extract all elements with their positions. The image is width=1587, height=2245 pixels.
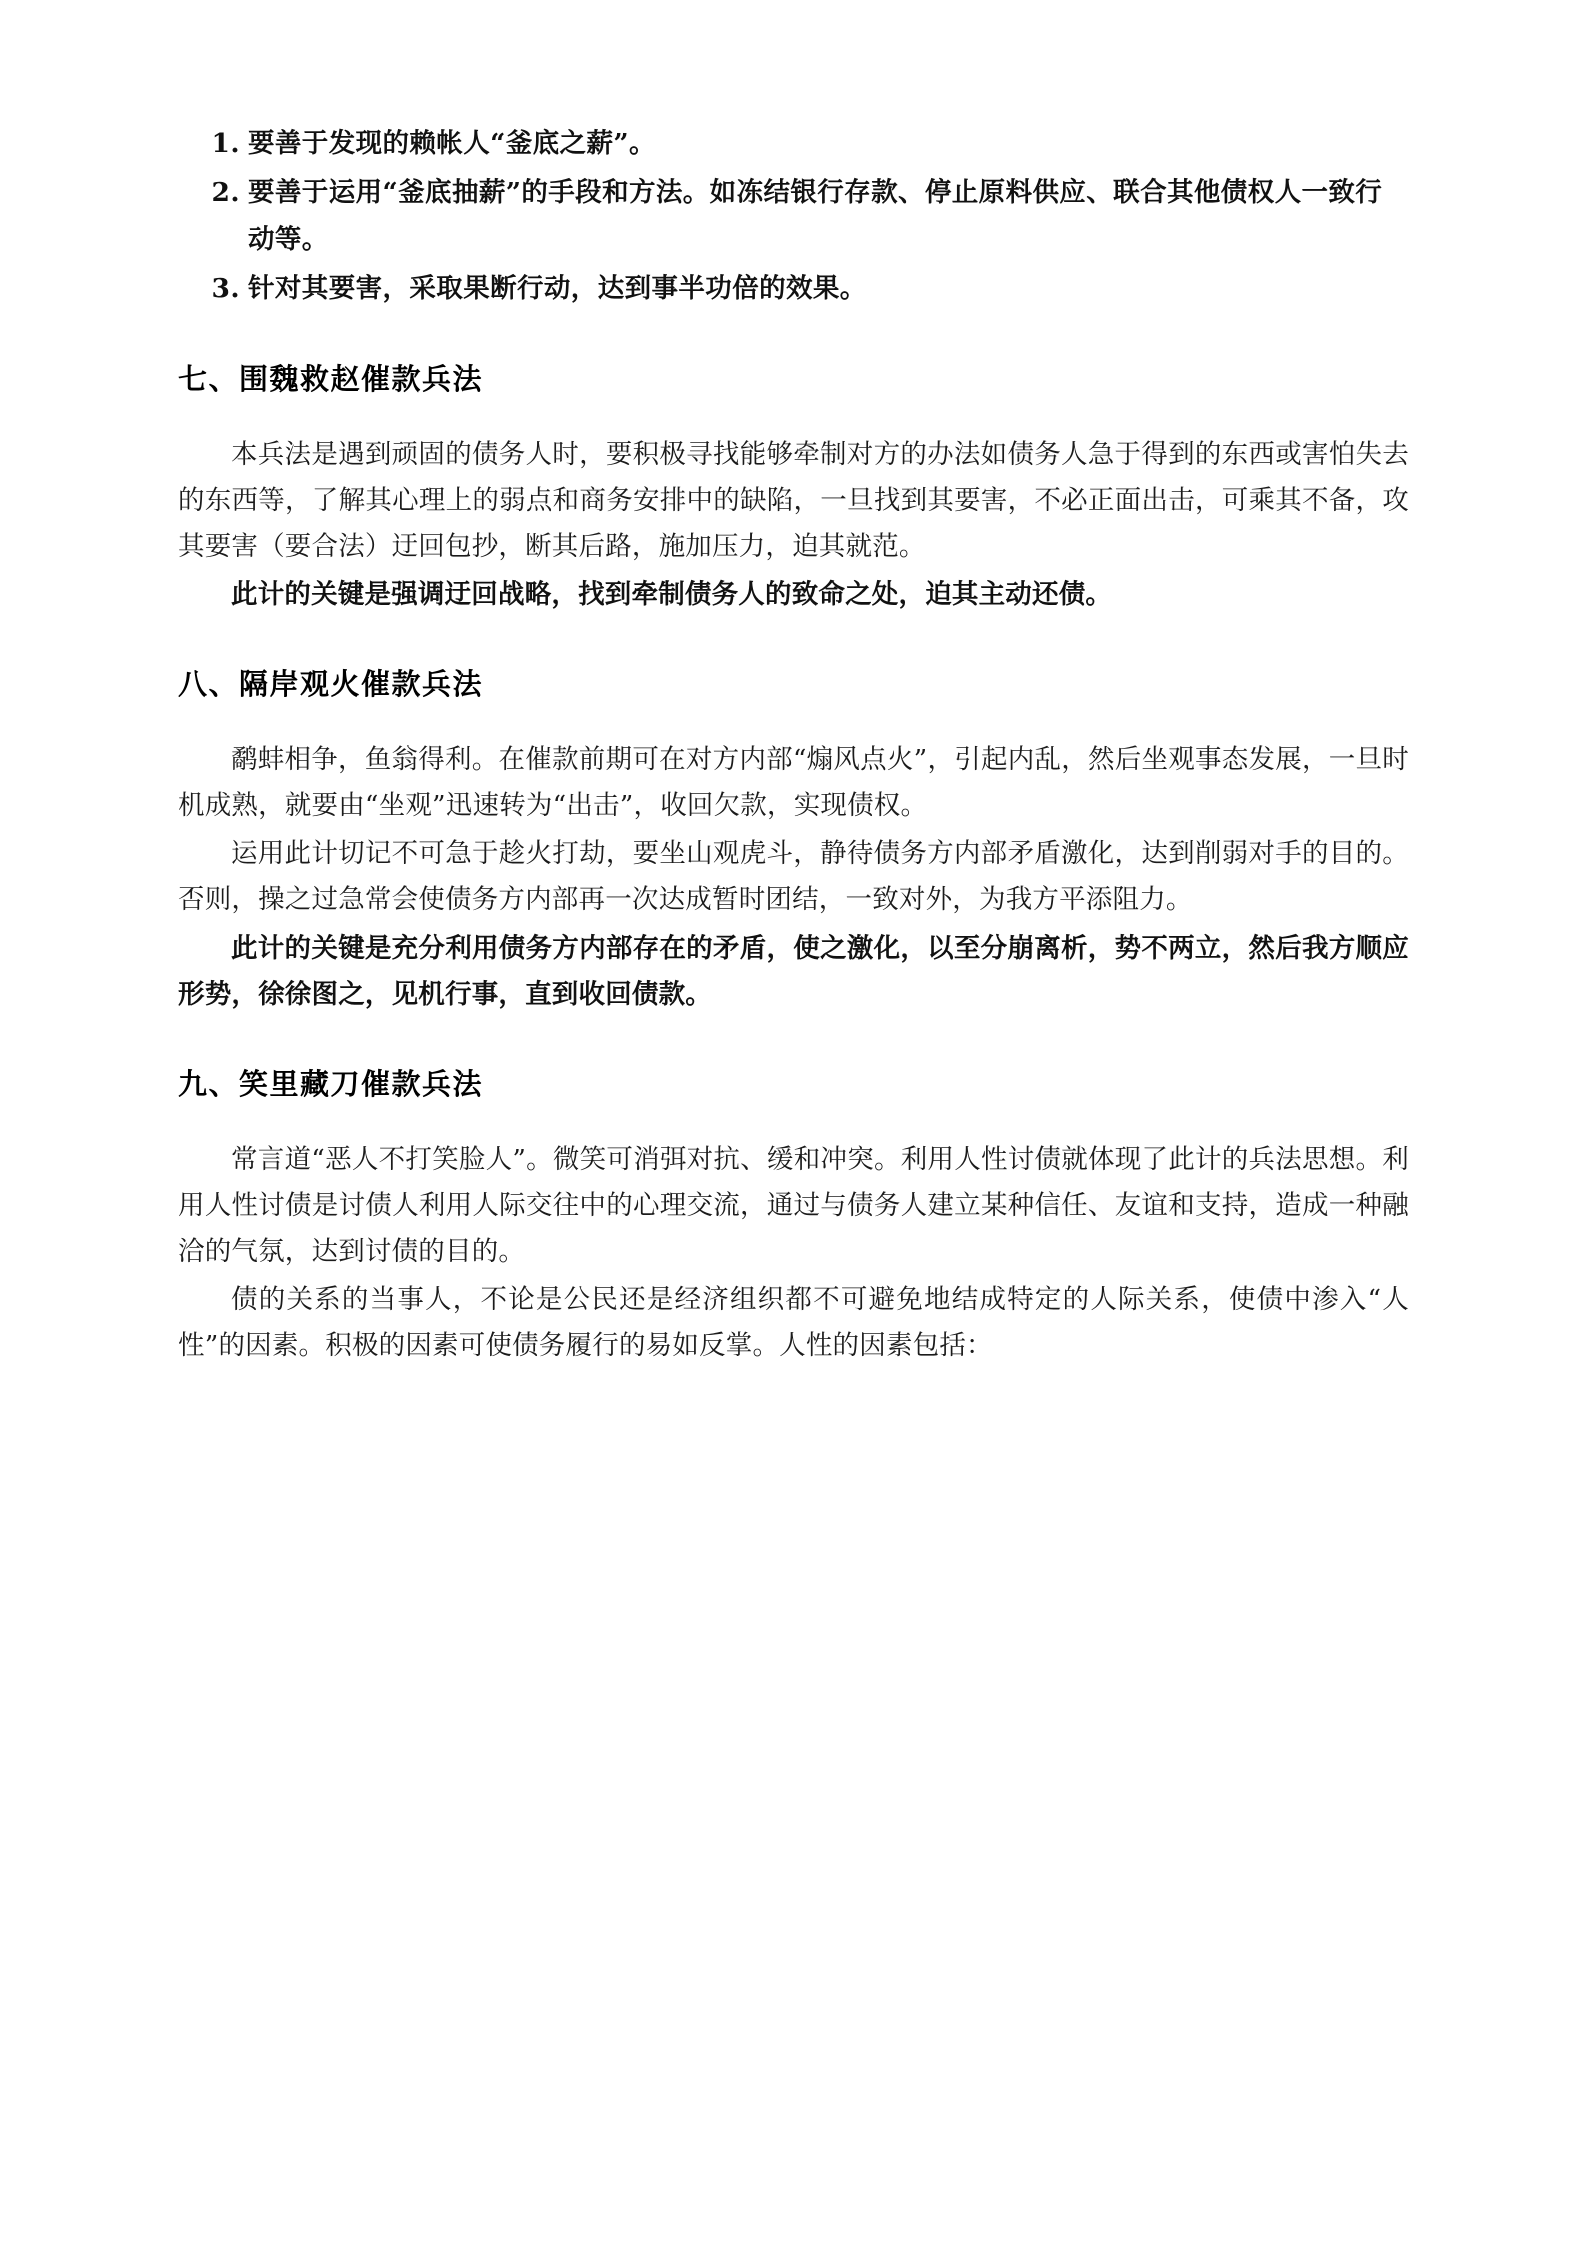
section-7-paragraph-1: 本兵法是遇到顽固的债务人时，要积极寻找能够牵制对方的办法如债务人急于得到的东西或害怕失去的东西等，了解其心理上的弱点和商务安排中的缺陷，一旦找到其要害，不必正面出击，可乘其不备，攻其要害（要合法）迂回包抄，断其后路，施加压力，迫其就范。 bbox=[178, 438, 1409, 562]
section-7-paragraph-2: 此计的关键是强调迂回战略，找到牵制债务人的致命之处，迫其主动还债。 bbox=[231, 578, 1113, 610]
list-item-text: 要善于运用“釜底抽薪”的手段和方法。如冻结银行存款、停止原料供应、联合其他债权人一致行动等。 bbox=[248, 177, 1383, 256]
section-heading-7: 七、围魏救赵催款兵法 bbox=[178, 361, 484, 396]
section-8-paragraph-3: 此计的关键是充分利用债务方内部存在的矛盾，使之激化，以至分崩离析，势不两立，然后我方顺应形势，徐徐图之，见机行事，直到收回债款。 bbox=[178, 932, 1409, 1010]
numbered-list bbox=[178, 120, 1409, 313]
list-item-marker: 3. bbox=[211, 273, 240, 305]
section-8-paragraph-2: 运用此计切记不可急于趁火打劫，要坐山观虎斗，静待债务方内部矛盾激化，达到削弱对手的目的。否则，操之过急常会使债务方内部再一次达成暂时团结，一致对外，为我方平添阻力。 bbox=[178, 838, 1409, 916]
list-item bbox=[178, 265, 1409, 312]
section-8-paragraph-1: 鹬蚌相争，鱼翁得利。在催款前期可在对方内部“煽风点火”，引起内乱，然后坐观事态发展，一旦时机成熟，就要由“坐观”迅速转为“出击”，收回欠款，实现债权。 bbox=[178, 744, 1409, 822]
section-9-paragraph-2: 债的关系的当事人，不论是公民还是经济组织都不可避免地结成特定的人际关系，使债中渗入“人性”的因素。积极的因素可使债务履行的易如反掌。人性的因素包括： bbox=[178, 1284, 1409, 1362]
document-body bbox=[178, 120, 1409, 1369]
section-9-paragraph-1: 常言道“恶人不打笑脸人”。微笑可消弭对抗、缓和冲突。利用人性讨债就体现了此计的兵法思想。利用人性讨债是讨债人利用人际交往中的心理交流，通过与债务人建立某种信任、友谊和支持，造成一种融洽的气氛，达到讨债的目的。 bbox=[178, 1143, 1409, 1267]
list-item-marker: 2. bbox=[211, 177, 240, 209]
list-item-text: 针对其要害，采取果断行动，达到事半功倍的效果。 bbox=[248, 273, 867, 305]
section-heading-8: 八、隔岸观火催款兵法 bbox=[178, 667, 484, 702]
list-item-marker: 1. bbox=[211, 128, 240, 159]
list-item bbox=[178, 169, 1409, 263]
list-item-text: 要善于发现的赖帐人“釜底之薪”。 bbox=[248, 128, 656, 159]
list-item bbox=[178, 120, 1409, 167]
section-heading-9: 九、笑里藏刀催款兵法 bbox=[178, 1066, 484, 1101]
